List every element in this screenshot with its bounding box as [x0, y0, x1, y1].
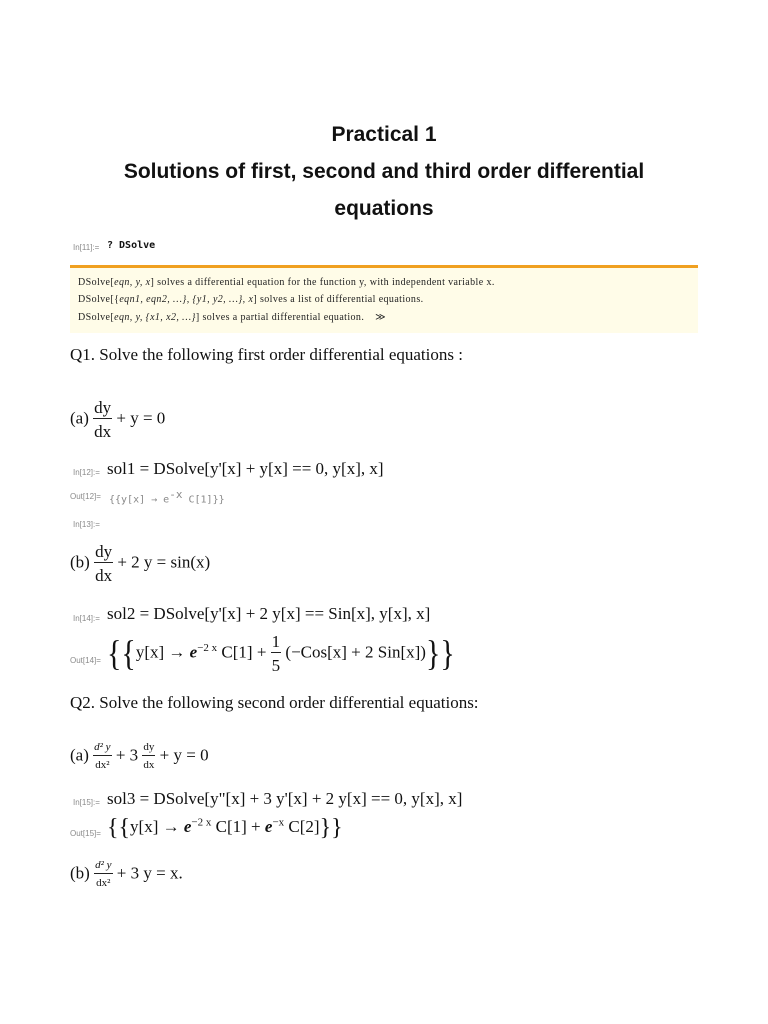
output-label: Out[14]= — [70, 656, 101, 665]
more-info-link[interactable]: ≫ — [375, 312, 387, 323]
usage-line: DSolve[eqn, y, x] solves a differential equation for the function y, with independent variable x. — [78, 277, 495, 288]
input-code[interactable]: sol2 = DSolve[y'[x] + 2 y[x] == Sin[x], y[x], x] — [107, 604, 431, 623]
page-subtitle-line2: equations — [334, 197, 434, 220]
output-label: Out[12]= — [70, 492, 101, 501]
page-title: Practical 1 — [331, 123, 437, 146]
equation-q1a: (a) $\frac{dy}{dx}$ + y = 0 — [70, 398, 166, 441]
input-code[interactable]: sol3 = DSolve[y"[x] + 3 y'[x] + 2 y[x] == 0, y[x], x] — [107, 789, 463, 808]
input-code[interactable]: ? DSolve — [107, 240, 156, 251]
question-2: Q2. Solve the following second order differential equations: — [70, 693, 479, 712]
output-value: {{$y[x] \to e^{-2 x}$ $C[1] + e^{-x}$ C[2]}} — [107, 815, 343, 841]
equation-q2a: (a) $\frac{\text{d² y}}{\text{dx²}}$ + 3 $\frac{dy}{dx}$ + y = 0 — [70, 741, 209, 771]
fraction: $\frac{\text{d² y}}{\text{dx²}}$ — [95, 859, 112, 889]
input-label: In[11]:= — [73, 243, 100, 252]
input-label: In[14]:= — [73, 614, 100, 623]
usage-line: DSolve[{eqn1, eqn2, …}, {y1, y2, …}, x] solves a list of differential equations. — [78, 294, 424, 305]
input-code[interactable]: sol1 = DSolve[y'[x] + y[x] == 0, y[x], x] — [107, 459, 384, 478]
input-label: In[15]:= — [73, 798, 100, 807]
fraction: $\frac{\text{d² y}}{\text{dx²}}$ — [94, 741, 111, 771]
input-label: In[13]:= — [73, 520, 100, 529]
fraction: $\frac{dy}{dx}$ — [143, 741, 155, 771]
fraction: $\frac{dy}{dx}$ — [95, 542, 113, 585]
input-label: In[12]:= — [73, 468, 100, 477]
fraction: $\frac{1}{5}$ — [271, 632, 281, 675]
equation-q1b: (b) $\frac{dy}{dx}$ + 2 y = sin(x) — [70, 542, 211, 585]
usage-help-box — [70, 265, 698, 333]
output-value: {{$y[x] \to e^{-2 x}$ C[1] + $\frac{1}{5}$ (−Cos[x] + 2 Sin[x])}} — [107, 632, 455, 675]
output-label: Out[15]= — [70, 829, 101, 838]
equation-q2b: (b) $\frac{\text{d² y}}{\text{dx²}}$ + 3 y = x. — [70, 859, 183, 889]
page-subtitle-line1: Solutions of first, second and third order differential — [123, 160, 645, 183]
fraction: $\frac{dy}{dx}$ — [94, 398, 112, 441]
question-1: Q1. Solve the following first order differential equations : — [70, 345, 463, 364]
output-value: {{$y[x] \to e^{-x}$ C[1]}} — [109, 488, 225, 506]
usage-line: DSolve[eqn, y, {x1, x2, …}] solves a partial differential equation. ≫ — [78, 312, 387, 323]
